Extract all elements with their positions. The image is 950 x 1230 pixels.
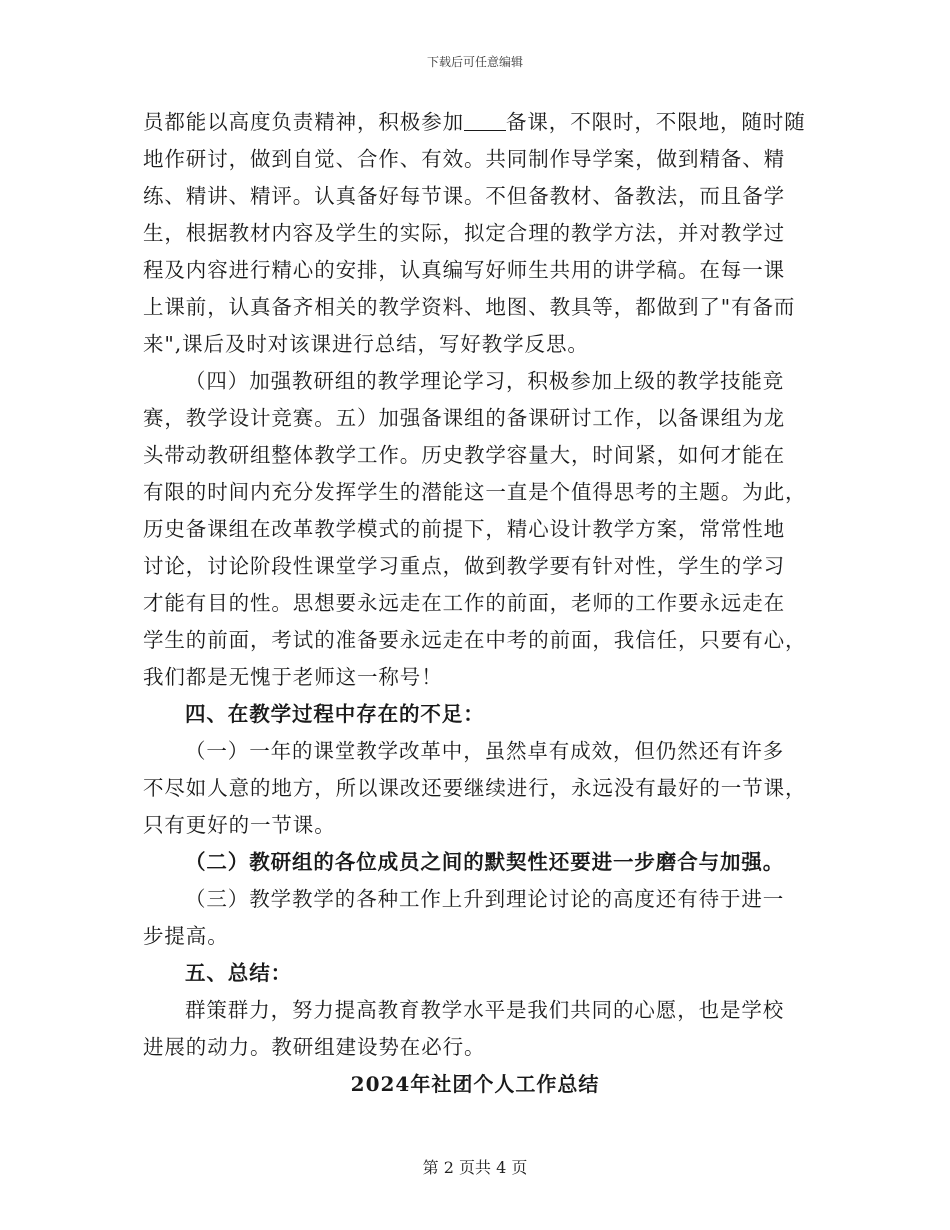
text-line: （二）教研组的各位成员之间的默契性还要进一步磨合与加强。 [185, 850, 785, 874]
page-header: 下载后可任意编辑 [426, 55, 523, 69]
text-line: 地作研讨，做到自觉、合作、有效。共同制作导学案，做到精备、精 [143, 147, 785, 171]
text-line: 学生的前面，考试的准备要永远走在中考的前面，我信任，只要有心， [143, 628, 807, 652]
text-line: 生，根据教材内容及学生的实际，拟定合理的教学方法，并对教学过 [143, 221, 785, 245]
text-line: 步提高。 [143, 924, 229, 948]
document-body [143, 104, 807, 1103]
next-article-title: 2024年社团个人工作总结 [350, 1072, 600, 1096]
text-line: 历史备课组在改革教学模式的前提下，精心设计教学方案，常常性地 [143, 517, 785, 541]
text-line: 不尽如人意的地方，所以课改还要继续进行，永远没有最好的一节课， [143, 776, 807, 800]
text-line: 进展的动力。教研组建设势在必行。 [143, 1035, 486, 1059]
text-line: 赛，教学设计竞赛。五）加强备课组的备课研讨工作，以备课组为龙 [143, 406, 785, 430]
text-line: （四）加强教研组的教学理论学习，积极参加上级的教学技能竞 [185, 369, 785, 393]
text-line: 练、精讲、精评。认真备好每节课。不但备教材、备教法，而且备学 [143, 184, 785, 208]
text-line: 有限的时间内充分发挥学生的潜能这一直是个值得思考的主题。为此， [143, 480, 807, 504]
text-line: 只有更好的一节课。 [143, 813, 336, 837]
text-line: 头带动教研组整体教学工作。历史教学容量大，时间紧，如何才能在 [143, 443, 785, 467]
text-line: 讨论，讨论阶段性课堂学习重点，做到教学要有针对性，学生的学习 [143, 554, 785, 578]
text-line: 来",课后及时对该课进行总结，写好教学反思。 [143, 332, 589, 356]
section-heading: 四、在教学过程中存在的不足： [185, 702, 485, 726]
text-line: （一）一年的课堂教学改革中，虽然卓有成效，但仍然还有许多 [185, 739, 785, 763]
section-heading: 五、总结： [185, 961, 292, 985]
text-line: 上课前，认真备齐相关的教学资料、地图、教具等，都做到了"有备而 [143, 295, 796, 319]
text-line: 才能有目的性。思想要永远走在工作的前面，老师的工作要永远走在 [143, 591, 785, 615]
text-line: （三）教学教学的各种工作上升到理论讨论的高度还有待于进一 [185, 887, 785, 911]
text-line [143, 104, 807, 141]
text-line: 程及内容进行精心的安排，认真编写好师生共用的讲学稿。在每一课 [143, 258, 785, 282]
text-segment: 备课，不限时，不限地，随时随 [506, 110, 806, 134]
text-segment: 员都能以高度负责精神，积极参加 [143, 110, 464, 134]
page-footer: 第 2 页共 4 页 [422, 1158, 528, 1177]
text-line: 群策群力，努力提高教育教学水平是我们共同的心愿，也是学校 [185, 998, 785, 1022]
text-line: 我们都是无愧于老师这一称号！ [143, 665, 443, 689]
fill-blank [464, 108, 506, 131]
